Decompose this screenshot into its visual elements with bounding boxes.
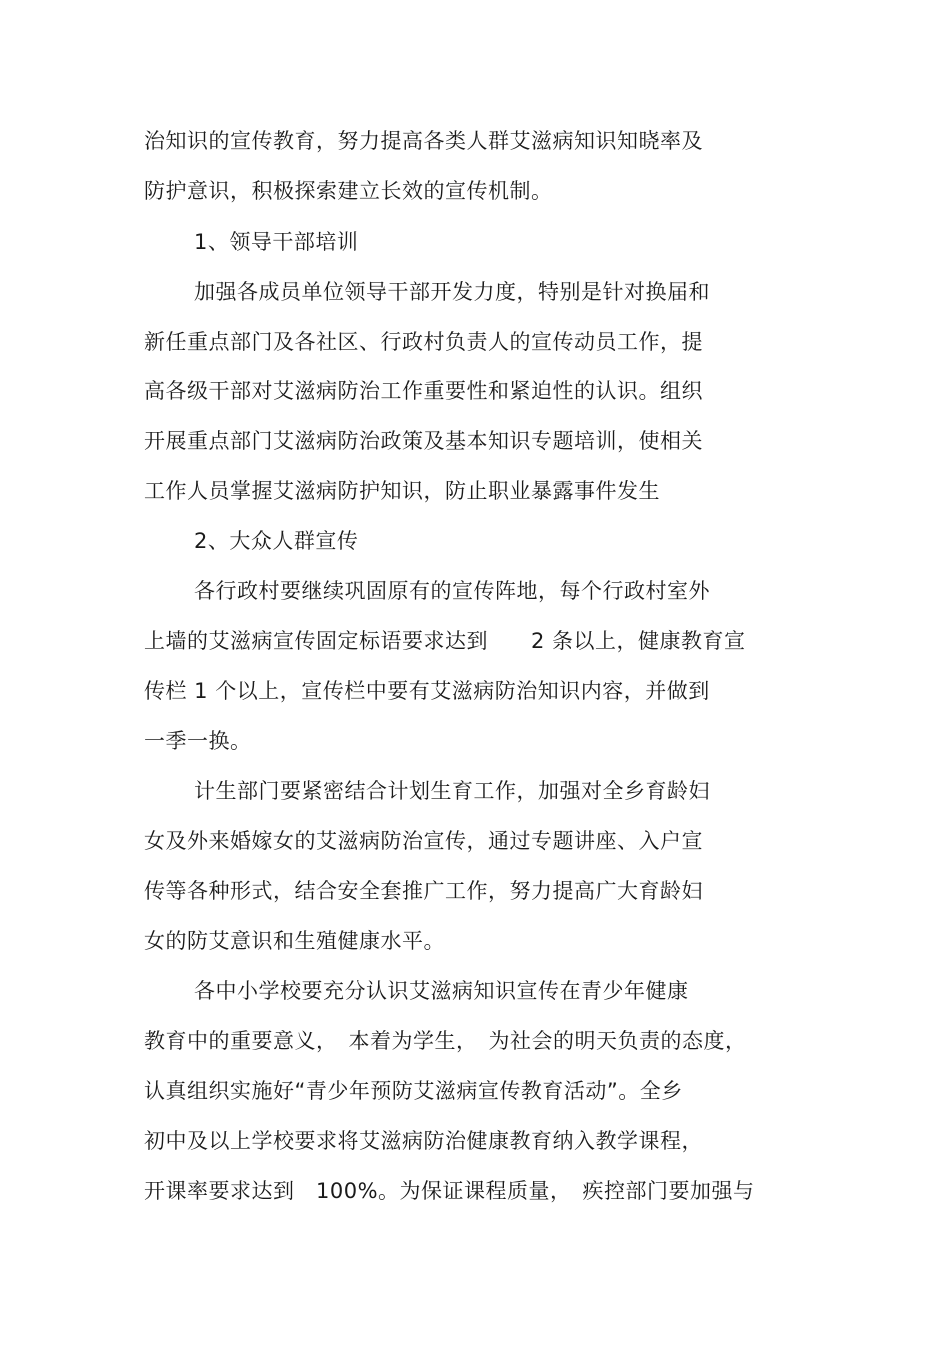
text-line: 防护意识，积极探索建立长效的宣传机制。 bbox=[144, 179, 553, 203]
text-line: 工作人员掌握艾滋病防护知识，防止职业暴露事件发生 bbox=[144, 479, 660, 503]
text-line: 上墙的艾滋病宣传固定标语要求达到 2 条以上，健康教育宣 bbox=[144, 629, 746, 653]
text-line: 开展重点部门艾滋病防治政策及基本知识专题培训，使相关 bbox=[144, 429, 703, 453]
text-line: 治知识的宣传教育，努力提高各类人群艾滋病知识知晓率及 bbox=[144, 129, 703, 153]
text-line: 计生部门要紧密结合计划生育工作，加强对全乡育龄妇 bbox=[194, 779, 710, 803]
text-line: 初中及以上学校要求将艾滋病防治健康教育纳入教学课程， bbox=[144, 1129, 703, 1153]
text-line: 一季一换。 bbox=[144, 729, 252, 753]
text-line: 女及外来婚嫁女的艾滋病防治宣传，通过专题讲座、入户宣 bbox=[144, 829, 703, 853]
text-line: 新任重点部门及各社区、行政村负责人的宣传动员工作，提 bbox=[144, 330, 703, 354]
text-line: 传栏 1 个以上，宣传栏中要有艾滋病防治知识内容，并做到 bbox=[144, 679, 710, 703]
text-line: 各中小学校要充分认识艾滋病知识宣传在青少年健康 bbox=[194, 979, 689, 1003]
text-line: 传等各种形式，结合安全套推广工作，努力提高广大育龄妇 bbox=[144, 879, 703, 903]
text-line: 女的防艾意识和生殖健康水平。 bbox=[144, 929, 445, 953]
text-line: 高各级干部对艾滋病防治工作重要性和紧迫性的认识。组织 bbox=[144, 379, 703, 403]
text-line: 各行政村要继续巩固原有的宣传阵地，每个行政村室外 bbox=[194, 579, 710, 603]
section-heading: 2、大众人群宣传 bbox=[194, 529, 359, 553]
text-line: 加强各成员单位领导干部开发力度，特别是针对换届和 bbox=[194, 280, 710, 304]
section-heading: 1、领导干部培训 bbox=[194, 230, 359, 254]
text-line: 教育中的重要意义， 本着为学生， 为社会的明天负责的态度， bbox=[144, 1029, 747, 1053]
text-line: 认真组织实施好“青少年预防艾滋病宣传教育活动”。全乡 bbox=[144, 1079, 683, 1103]
text-line: 开课率要求达到 100%。为保证课程质量， 疾控部门要加强与 bbox=[144, 1179, 755, 1203]
